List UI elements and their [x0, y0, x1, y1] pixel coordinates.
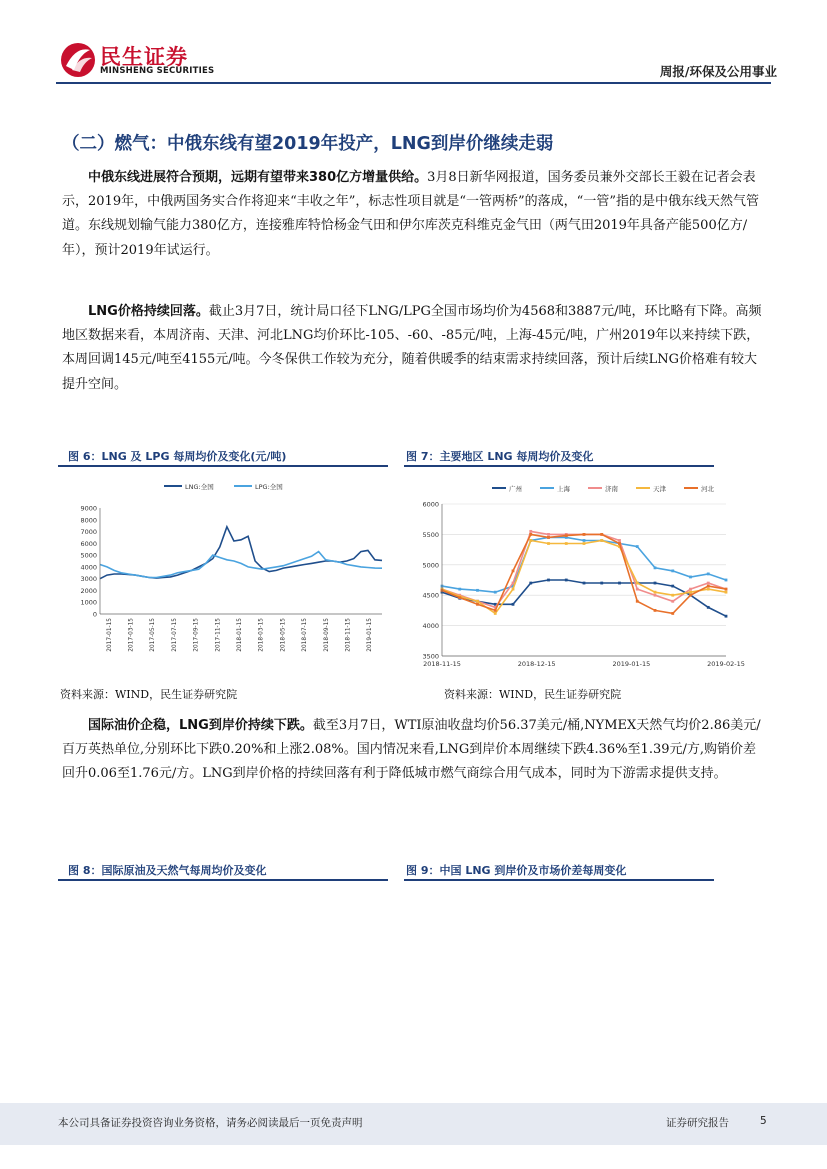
figure-6-chart	[60, 474, 390, 674]
data-point	[725, 579, 728, 582]
y-tick-label: 1000	[80, 598, 97, 607]
y-tick-label: 7000	[80, 528, 97, 537]
x-tick-label: 2018-01-15	[237, 618, 243, 652]
series-line	[100, 552, 382, 578]
x-tick-label: 2019-02-15	[707, 660, 745, 668]
legend-label: 天津	[653, 485, 666, 493]
x-tick-label: 2018-11-15	[345, 618, 352, 652]
data-point	[547, 536, 550, 539]
data-point	[565, 534, 568, 537]
y-tick-label: 2000	[80, 586, 97, 595]
data-point	[512, 603, 515, 606]
data-point	[583, 539, 586, 542]
data-point	[529, 539, 532, 542]
x-tick-label: 2018-03-15	[258, 618, 265, 652]
data-point	[458, 596, 461, 599]
data-point	[565, 579, 568, 582]
data-point	[476, 600, 479, 603]
figure-6-source: 资料来源：WIND，民生证券研究院	[60, 688, 238, 701]
data-point	[707, 588, 710, 591]
figure-7-rule	[404, 465, 714, 467]
data-point	[654, 566, 657, 569]
data-point	[671, 585, 674, 588]
legend-label: 上海	[557, 485, 570, 493]
data-point	[529, 530, 532, 533]
data-point	[512, 588, 515, 591]
data-point	[600, 582, 603, 585]
data-point	[529, 582, 532, 585]
figure-9-title: 图 9：中国 LNG 到岸价及市场价差每周变化	[406, 864, 627, 877]
data-point	[494, 612, 497, 615]
x-tick-label: 2018-05-15	[280, 618, 287, 652]
data-point	[618, 542, 621, 545]
data-point	[689, 594, 692, 597]
x-tick-label: 2017-05-15	[150, 618, 157, 652]
data-point	[618, 539, 621, 542]
x-tick-label: 2019-01-15	[367, 618, 374, 652]
legend-label: LNG:全国	[185, 483, 214, 491]
x-tick-label: 2019-01-15	[612, 660, 651, 668]
data-point	[583, 542, 586, 545]
data-point	[654, 582, 657, 585]
legend-label: LPG:全国	[255, 483, 283, 491]
data-point	[654, 594, 657, 597]
footer-disclaimer: 本公司具备证券投资咨询业务资格，请务必阅读最后一页免责声明	[58, 1117, 363, 1129]
data-point	[600, 533, 603, 536]
data-point	[476, 589, 479, 592]
section-title: （二）燃气：中俄东线有望2019年投产，LNG到岸价继续走弱	[62, 134, 554, 154]
data-point	[725, 588, 728, 591]
logo-text-en: MINSHENG SECURITIES	[100, 66, 215, 76]
y-tick-label: 0	[92, 610, 97, 619]
x-tick-label: 2018-07-15	[302, 618, 309, 652]
legend-label: 广州	[509, 485, 522, 493]
paragraph-3	[62, 714, 762, 787]
data-point	[654, 609, 657, 612]
data-point	[583, 582, 586, 585]
y-tick-label: 5500	[422, 530, 439, 539]
paragraph-1	[62, 166, 762, 263]
x-tick-label: 2017-03-15	[128, 618, 135, 652]
series-line	[100, 527, 382, 579]
logo-text-cn: 民生证券	[100, 45, 188, 69]
x-tick-label: 2017-01-15	[106, 618, 113, 652]
x-tick-label: 2018-11-15	[423, 660, 461, 668]
logo-emblem-icon	[58, 40, 98, 80]
x-tick-label: 2018-09-15	[323, 618, 330, 652]
figure-8-title: 图 8：国际原油及天然气每周均价及变化	[68, 864, 267, 877]
data-point	[529, 533, 532, 536]
data-point	[707, 582, 710, 585]
y-tick-label: 5000	[422, 561, 439, 570]
data-point	[671, 600, 674, 603]
data-point	[636, 600, 639, 603]
figure-8-rule	[58, 879, 388, 881]
x-tick-label: 2017-07-15	[171, 618, 178, 652]
paragraph-3-lead: 国际油价企稳，LNG到岸价持续下跌。	[88, 718, 313, 733]
series-line	[442, 580, 726, 616]
report-category: 周报/环保及公用事业	[659, 64, 777, 79]
y-tick-label: 3000	[80, 575, 97, 584]
paragraph-2-text: 截止3月7日，统计局口径下LNG/LPG全国市场均价为4568和3887元/吨，环比略有下降。高频地区数据来看，本周济南、天津、河北LNG均价环比-105、-60、-85元/吨，上海-45元/吨，广州2019年以来持续下跌，本周回调145元/吨至4155元/吨。今冬保供工作较为充分，随着供暖季的结束需求持续回落，预计后续LNG价格难有较大提升空间。	[62, 304, 762, 392]
y-tick-label: 5000	[80, 551, 97, 560]
data-point	[636, 582, 639, 585]
footer-report-type: 证券研究报告	[666, 1117, 729, 1129]
data-point	[689, 588, 692, 591]
data-point	[565, 542, 568, 545]
data-point	[547, 579, 550, 582]
data-point	[707, 606, 710, 609]
figure-7-chart	[404, 474, 745, 674]
data-point	[636, 588, 639, 591]
x-tick-label: 2017-09-15	[193, 618, 200, 652]
y-tick-label: 4500	[422, 591, 439, 600]
data-point	[547, 533, 550, 536]
data-point	[671, 612, 674, 615]
data-point	[636, 545, 639, 548]
y-tick-label: 6000	[80, 539, 97, 548]
legend-label: 河北	[701, 485, 714, 493]
data-point	[654, 591, 657, 594]
data-point	[547, 542, 550, 545]
x-tick-label: 2018-12-15	[517, 660, 556, 668]
paragraph-1-lead: 中俄东线进展符合预期，远期有望带来380亿方增量供给。	[88, 170, 428, 185]
paragraph-3-text: 截至3月7日，WTI原油收盘均价56.37美元/桶,NYMEX天然气均价2.86美元/百万英热单位,分别环比下跌0.20%和上涨2.08%。国内情况来看,LNG到岸价本周继续下跌4.36%至1.39元/方,购销价差回升0.06至1.76元/方。LNG到岸价格的持续回落有利于降低城市燃气商综合用气成本，同时为下游需求提供支持。	[62, 718, 761, 782]
legend-label: 济南	[605, 485, 618, 493]
data-point	[512, 569, 515, 572]
figure-6-rule	[58, 465, 388, 467]
data-point	[476, 603, 479, 606]
figure-6-title: 图 6：LNG 及 LPG 每周均价及变化(元/吨)	[68, 450, 287, 463]
data-point	[494, 609, 497, 612]
figure-7-source: 资料来源：WIND，民生证券研究院	[444, 688, 622, 701]
data-point	[583, 533, 586, 536]
data-point	[494, 591, 497, 594]
paragraph-2-lead: LNG价格持续回落。	[88, 304, 209, 319]
data-point	[707, 573, 710, 576]
data-point	[512, 582, 515, 585]
y-tick-label: 6000	[422, 500, 439, 509]
y-tick-label: 4000	[80, 563, 97, 572]
page-number: 5	[760, 1115, 767, 1127]
data-point	[458, 588, 461, 591]
y-tick-label: 8000	[80, 516, 97, 525]
paragraph-2	[62, 300, 762, 397]
data-point	[618, 582, 621, 585]
data-point	[671, 569, 674, 572]
data-point	[689, 576, 692, 579]
figure-7-title: 图 7：主要地区 LNG 每周均价及变化	[406, 450, 594, 463]
y-tick-label: 4000	[422, 622, 439, 631]
x-tick-label: 2017-11-15	[215, 618, 222, 652]
header-divider	[56, 82, 771, 84]
data-point	[725, 591, 728, 594]
data-point	[600, 539, 603, 542]
paragraph-1-text: 3月8日新华网报道，国务委员兼外交部长王毅在记者会表示，2019年，中俄两国务实合作将迎来“丰收之年”，标志性项目就是“一管两桥”的落成，“一管”指的是中俄东线天然气管道。东线规划输气能力380亿方，连接雅库特恰杨金气田和伊尔库茨克科维克金气田（两气田2019年具备产能500亿方/年），预计2019年试运行。	[62, 170, 759, 258]
data-point	[689, 591, 692, 594]
y-tick-label: 3500	[422, 652, 439, 661]
data-point	[707, 585, 710, 588]
y-tick-label: 9000	[80, 504, 97, 513]
data-point	[671, 594, 674, 597]
data-point	[725, 615, 728, 618]
figure-9-rule	[404, 879, 714, 881]
